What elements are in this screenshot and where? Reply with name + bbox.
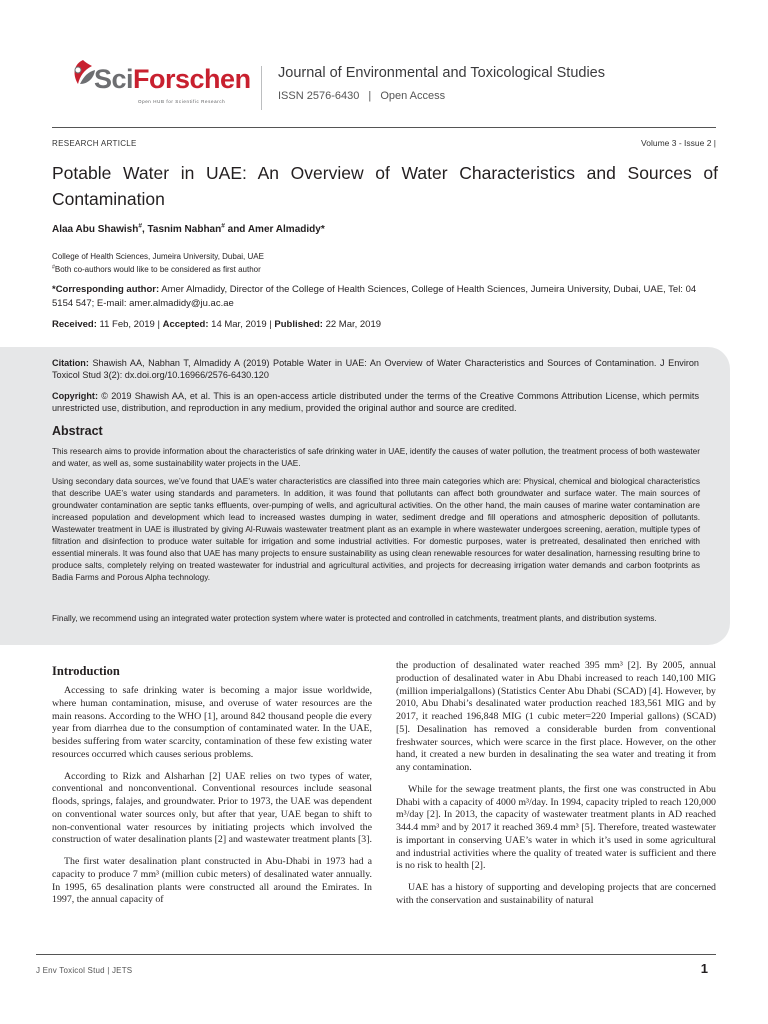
header-divider [261,66,262,110]
author-2[interactable]: Tasnim Nabhan [147,224,222,235]
journal-header [52,50,716,120]
abstract-heading: Abstract [52,424,103,438]
author-3[interactable]: Amer Almadidy [247,224,321,235]
footer-journal-name: J Env Toxicol Stud [36,966,105,975]
logo-forschen: Forschen [133,64,251,94]
coauthor-mark: # [52,264,55,271]
author-sep-2: and [224,224,248,235]
coauthor-note: Both co-authors would like to be considered as first author [54,265,261,274]
corresponding-label: *Corresponding author: [52,284,160,295]
sciforschen-logo[interactable] [66,56,266,108]
abstract-paragraph-3: Finally, we recommend using an integrated water protection system where water is protected and controlled in catchments, treatment plants, and distribution systems. [52,614,657,623]
intro-paragraph-2: According to Rizk and Alsharhan [2] UAE relies on two types of water, conventional and nonconventional. Conventional resources include seasonal floods, springs, falajes, and groundwater. Prior to 1973, the UAE was dependent on conventional water sources only, but after that year, UAE began to shift to non-conventional water resources by initiating projects which involved the construction of water desalination plants [2] and wastewater treatment plants [3]. [52,770,373,846]
page-number: 1 [700,961,708,976]
date-sep-2: | [266,319,275,330]
copyright-text: © 2019 Shawish AA, et al. This is an open-access article distributed under the terms of the Creative Commons Attribution License, which permits unrestricted use, distribution, and reproduction in any medium, provided the original author and source are credited. [52,391,699,414]
accepted-label: Accepted: [162,319,209,330]
footer-separator: | [104,966,112,975]
issn-line [278,90,445,102]
journal-title[interactable]: Journal of Environmental and Toxicological Studies [278,65,605,81]
article-dates [52,319,381,330]
affiliation: College of Health Sciences, Jumeira University, Dubai, UAE [52,252,264,261]
issn: ISSN 2576-6430 [278,90,360,102]
corresponding-text[interactable]: Amer Almadidy, Director of the College of Health Sciences, College of Health Sciences, Jumeira University, Dubai, UAE, Tel: 04 5154 547; E-mail: amer.almadidy@ju.ac.ae [52,284,697,309]
author-2-mark: # [221,222,225,230]
copyright-label: Copyright: [52,391,98,401]
author-3-mark: * [320,224,325,235]
body-column-left [52,660,372,916]
intro-paragraph-5: While for the sewage treatment plants, the first one was constructed in Abu Dhabi with a capacity of 4000 m³/day. In 1994, capacity tripled to reach 120,000 m³/day [2]. In 2013, the capacity of wastewater treatment plants in AD reached 344.4 mm³ and by 2017 it reached 369.4 mm³ [5]. Therefore, treated wastewater is important in conserving UAE’s water in which it’s used in some agricultural and industrial activities where the quality of treated water is sufficient and there is no risk to health [2]. [396,783,716,872]
open-access-label: Open Access [380,90,446,102]
footer-rule [36,954,716,955]
issn-separator: | [368,90,372,102]
abstract-paragraph-2: Using secondary data sources, we’ve found that UAE’s water characteristics are classified into three main categories which are: Physical, chemical and biological characteristics that describe UAE’s water using standards and parameters. In addition, it was found that pollutants can affect both groundwater and surface water. The main sources of groundwater contamination are septic tanks effluents, over-pumping of wells, and agricultural activities. On the other hand, the main causes of marine water contamination are increased population and development which lead to increased wastes dumping in water, sediment dredge and fill operations and atmospheric deposition of pollutants. Wastewater treatment in UAE is illustrated by giving Al-Ruwais wastewater treatment plant as an example in where wastewater undergoes screening, aeration, multiple types of filtration and disinfection to produce water suitable for irrigation and some industrial activities. For domestic purposes, water is pretreated, desalinated then enriched with essential minerals. It was found also that UAE has many projects to ensure sustainability as using clean renewable resources for water desalination, harnessing resulting brine to produce salts, completely relying on treated wastewater for industrial and agricultural activities, and projects for decreasing irrigation water demands and carbon footprints as Badia Farms and Porous Alpha technology. [52,477,700,582]
abstract-paragraph-1: This research aims to provide information about the characteristics of safe drinking water in UAE, identify the causes of water pollution, the treatment process of both wastewater and water, as well as, some sustainability water projects in the UAE. [52,447,700,468]
author-list [52,224,325,235]
coauthor-note-line [52,263,716,276]
corresponding-author [52,283,716,310]
volume-issue: Volume 3 - Issue 2 | [641,138,716,148]
logo-tagline: Open HUB for Scientific Research [138,99,226,104]
published-date: 22 Mar, 2019 [325,319,382,330]
footer-journal-abbr: JETS [111,966,133,975]
logo-sci: Sci [94,64,134,94]
citation-label: Citation: [52,358,89,368]
author-1-mark: # [138,222,142,230]
intro-paragraph-3: The first water desalination plant constructed in Abu-Dhabi in 1973 had a capacity to produce 7 mm³ (million cubic meters) of desalinated water annually. In 1995, 65 desalination plants were constructed all around the Emirates. In 1997, the annual capacity of [52,856,372,906]
body-column-right [396,660,716,917]
citation-text[interactable]: Shawish AA, Nabhan T, Almadidy A (2019) Potable Water in UAE: An Overview of Water Characteristics and Sources of Contamination. J Environ Toxicol Stud 3(2): dx.doi.org/10.16966/2576-6430.120 [52,358,699,381]
date-sep-1: | [154,319,163,330]
article-type: RESEARCH ARTICLE [52,139,137,148]
author-1[interactable]: Alaa Abu Shawish [52,224,139,235]
logo-wordmark [94,64,251,95]
author-sep-1: , [141,224,148,235]
footer-journal [36,966,132,975]
received-label: Received: [52,319,97,330]
intro-paragraph-6: UAE has a history of supporting and developing projects that are concerned with the conservation and sustainability of natural [396,882,716,906]
intro-paragraph-1: Accessing to safe drinking water is becoming a major issue worldwide, where human contamination, misuse, and overuse of water resources are the main reasons. According to the WHO [1], around 842 thousand people die every year from diarrhea due to the consumption of contaminated water. In the UAE, besides suffering from water scarcity, contamination of these few existing water resources occurred which causes serious problems. [52,685,372,760]
header-rule [52,127,716,128]
introduction-heading: Introduction [52,664,120,678]
intro-paragraph-4: the production of desalinated water reached 395 mm³ [2]. By 2005, annual production of desalinated water in Abu Dhabi increased to reach 140,100 MIG (million imperialgallons) (Statistics Center Abu Dhabi (SCAD) [4]. However, by 2010, Abu Dhabi’s desalinated water production reached 183,561 MIG and by 2017, it reached 196,848 MIG (1 cubic meter=220 Imperial gallons) (SCAD) [5]. Desalination has removed a considerable burden from conventional freshwater sources, which were scarce in the first place. However, on the other hand, it created a new burden in desalinating the sea water and treating it from any contamination. [396,660,716,773]
affiliations [52,250,716,276]
citation-block [52,357,699,382]
received-date: 11 Feb, 2019 [99,319,155,330]
copyright-block [52,390,699,415]
published-label: Published: [274,319,323,330]
accepted-date: 14 Mar, 2019 [211,319,267,330]
article-title: Potable Water in UAE: An Overview of Water Characteristics and Sources of Contamination [52,163,718,209]
